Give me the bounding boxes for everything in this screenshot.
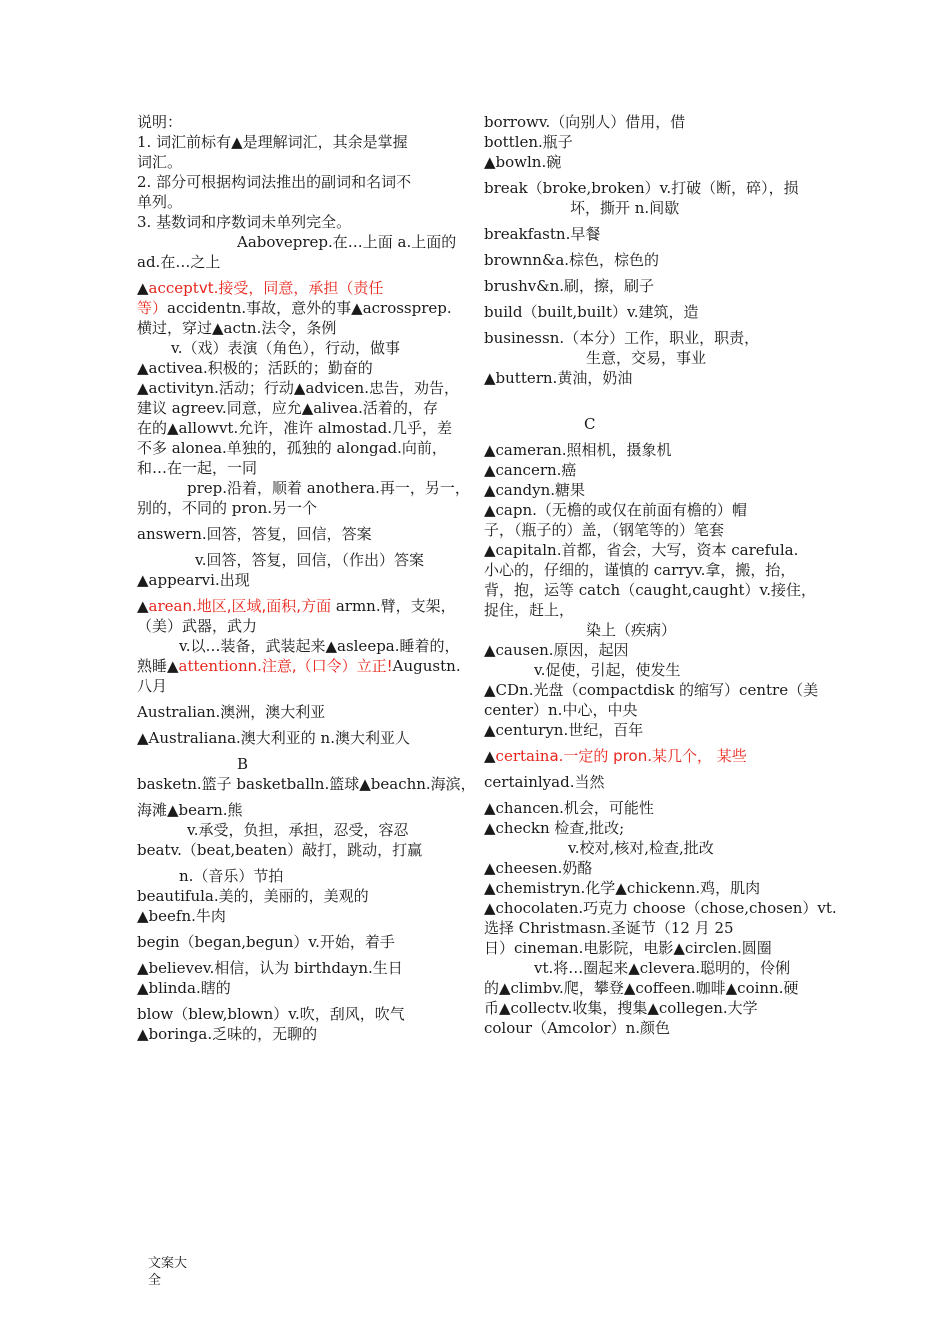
- text-line: ▲appearvi.出现: [137, 571, 250, 589]
- text-line: bottlen.瓶子: [484, 133, 573, 151]
- text-line: [484, 746, 814, 766]
- text-line: ▲bowln.碗: [484, 153, 562, 171]
- text-line: ▲candyn.糖果: [484, 481, 586, 499]
- text-part: ▲: [484, 747, 496, 765]
- text-line: ▲checkn 检查,批改;: [484, 819, 625, 837]
- text-line: 词汇。: [137, 153, 183, 171]
- text-line: basketn.篮子 basketballn.篮球▲beachn.海滨，: [137, 775, 476, 793]
- text-line: [137, 298, 467, 318]
- text-line: 单列。: [137, 193, 183, 211]
- text-line: certainlyad.当然: [484, 773, 605, 791]
- text-part: ▲: [137, 597, 149, 615]
- footer-line-2: 全: [148, 1273, 162, 1288]
- text-line: ▲believev.相信，认为 birthdayn.生日: [137, 959, 403, 977]
- text-line: 说明：: [137, 113, 183, 131]
- text-line: ▲cheesen.奶酪: [484, 859, 593, 877]
- text-line: 1. 词汇前标有▲是理解词汇，其余是掌握: [137, 133, 408, 151]
- text-line: ad.在…之上: [137, 253, 221, 271]
- highlighted-text: 等）: [137, 299, 168, 317]
- text-line: 2. 部分可根据构词法推出的副词和名词不: [137, 173, 412, 191]
- text-line: 3. 基数词和序数词未单列完全。: [137, 213, 352, 231]
- text-line: ▲centuryn.世纪，百年: [484, 721, 644, 739]
- text-line: ▲capitaln.首都，省会，大写，资本 carefula.: [484, 541, 799, 559]
- text-line: ▲chocolaten.巧克力 choose（chose,chosen）vt.: [484, 899, 837, 917]
- text-line: ▲capn.（无檐的或仅在前面有檐的）帽: [484, 501, 747, 519]
- text-line: 建议 agreev.同意，应允▲alivea.活着的，存: [137, 399, 438, 417]
- text-line: ▲causen.原因，起因: [484, 641, 629, 659]
- text-line: 和…在一起，一同: [137, 459, 258, 477]
- text-part: ▲: [137, 279, 149, 297]
- text-line: businessn.（本分）工作，职业，职责，: [484, 329, 760, 347]
- text-line: ▲buttern.黄油，奶油: [484, 369, 633, 387]
- highlighted-text: area: [148, 597, 183, 615]
- text-line: 海滩▲bearn.熊: [137, 801, 243, 819]
- text-line: 子，（瓶子的）盖，（钢笔等的）笔套: [484, 521, 725, 539]
- text-line: ▲blinda.瞎的: [137, 979, 231, 997]
- left-column: [137, 112, 476, 1044]
- footer-line-1: 文案大: [148, 1256, 188, 1271]
- text-line: 小心的，仔细的，谨慎的 carryv.拿，搬，抬，: [484, 561, 796, 579]
- text-line: beatv.（beat,beaten）敲打，跳动，打赢: [137, 841, 423, 859]
- text-line: ▲boringa.乏味的，无聊的: [137, 1025, 318, 1043]
- highlighted-text: accept: [148, 279, 199, 297]
- text-line: ▲cancern.癌: [484, 461, 577, 479]
- text-line: 生意，交易，事业: [586, 349, 707, 367]
- highlighted-text: n.注意,（口令）立正!: [247, 657, 393, 675]
- text-line: v.促使，引起，使发生: [534, 661, 681, 679]
- text-line: 横过，穿过▲actn.法令，条例: [137, 319, 337, 337]
- text-line: 在的▲allowvt.允许，准许 almostad.几乎，差: [137, 419, 453, 437]
- text-line: ▲CDn.光盘（compactdisk 的缩写）centre（美: [484, 681, 819, 699]
- text-line: [137, 596, 467, 616]
- text-line: Aaboveprep.在…上面 a.上面的: [237, 233, 457, 251]
- text-line: 的▲climbv.爬，攀登▲coffeen.咖啡▲coinn.硬: [484, 979, 799, 997]
- text-line: beautifula.美的，美丽的，美观的: [137, 887, 369, 905]
- highlighted-text: vt.接受，同意，承担（责任: [198, 279, 384, 297]
- text-line: B: [237, 755, 249, 773]
- text-line: begin（began,begun）v.开始，着手: [137, 933, 395, 951]
- text-line: ▲beefn.牛肉: [137, 907, 226, 925]
- text-line: v.承受，负担，承担，忍受，容忍: [187, 821, 409, 839]
- text-line: breakfastn.早餐: [484, 225, 601, 243]
- text-line: Australian.澳洲，澳大利亚: [137, 703, 326, 721]
- highlighted-text: n.地区,区域,面积,方面: [182, 597, 332, 615]
- text-part: accidentn.事故，意外的事▲acrossprep.: [167, 299, 452, 317]
- text-line: 背，抱，运等 catch（caught,caught）v.接住，: [484, 581, 817, 599]
- text-part: armn.臂，支架，: [331, 597, 456, 615]
- text-line: [137, 278, 467, 298]
- text-line: v.以…装备，武装起来▲asleepa.睡着的，: [179, 637, 460, 655]
- text-line: 八月: [137, 677, 168, 695]
- text-line: ▲chancen.机会，可能性: [484, 799, 654, 817]
- text-line: C: [584, 415, 596, 433]
- text-line: ▲activea.积极的；活跃的；勤奋的: [137, 359, 373, 377]
- highlighted-text: a.一定的 pron.某几个， 某些: [549, 747, 747, 765]
- text-line: 选择 Christmasn.圣诞节（12 月 25: [484, 919, 734, 937]
- text-line: 不多 alonea.单独的，孤独的 alongad.向前，: [137, 439, 447, 457]
- text-line: 捉住，赶上，: [484, 601, 575, 619]
- text-line: build（built,built）v.建筑，造: [484, 303, 699, 321]
- text-line: v.校对,核对,检查,批改: [568, 839, 714, 857]
- text-line: brushv&n.刷，擦，刷子: [484, 277, 655, 295]
- text-line: [137, 656, 467, 676]
- text-part: Augustn.: [392, 657, 461, 675]
- text-line: blow（blew,blown）v.吹，刮风，吹气: [137, 1005, 405, 1023]
- text-line: ▲cameran.照相机，摄象机: [484, 441, 672, 459]
- page-footer: [148, 1255, 208, 1289]
- highlighted-text: certain: [495, 747, 550, 765]
- text-line: 币▲collectv.收集，搜集▲collegen.大学: [484, 999, 758, 1017]
- text-line: ▲Australiana.澳大利亚的 n.澳大利亚人: [137, 729, 410, 747]
- text-line: answern.回答，答复，回信，答案: [137, 525, 372, 543]
- right-column: [484, 112, 837, 1038]
- text-line: [484, 388, 814, 408]
- text-line: v.回答，答复，回信，（作出）答案: [195, 551, 424, 569]
- text-line: n.（音乐）节拍: [179, 867, 284, 885]
- text-line: brownn&a.棕色，棕色的: [484, 251, 660, 269]
- text-line: break（broke,broken）v.打破（断，碎），损: [484, 179, 799, 197]
- highlighted-text: attention: [178, 657, 248, 675]
- text-line: borrowv.（向别人）借用，借: [484, 113, 686, 131]
- text-line: ▲chemistryn.化学▲chickenn.鸡，肌肉: [484, 879, 761, 897]
- text-line: 日）cineman.电影院，电影▲circlen.圆圈: [484, 939, 772, 957]
- text-line: prep.沿着，顺着 anothera.再一，另一，: [187, 479, 470, 497]
- text-line: 别的，不同的 pron.另一个: [137, 499, 318, 517]
- text-line: （美）武器，武力: [137, 617, 258, 635]
- text-line: v.（戏）表演（角色），行动，做事: [171, 339, 400, 357]
- text-line: 染上（疾病）: [586, 621, 677, 639]
- text-line: vt.将…圈起来▲clevera.聪明的，伶俐: [534, 959, 791, 977]
- text-line: colour（Amcolor）n.颜色: [484, 1019, 671, 1037]
- text-line: center）n.中心，中央: [484, 701, 638, 719]
- text-line: 坏，撕开 n.间歇: [570, 199, 680, 217]
- text-part: 熟睡▲: [137, 657, 179, 675]
- text-line: ▲activityn.活动；行动▲advicen.忠告，劝告，: [137, 379, 459, 397]
